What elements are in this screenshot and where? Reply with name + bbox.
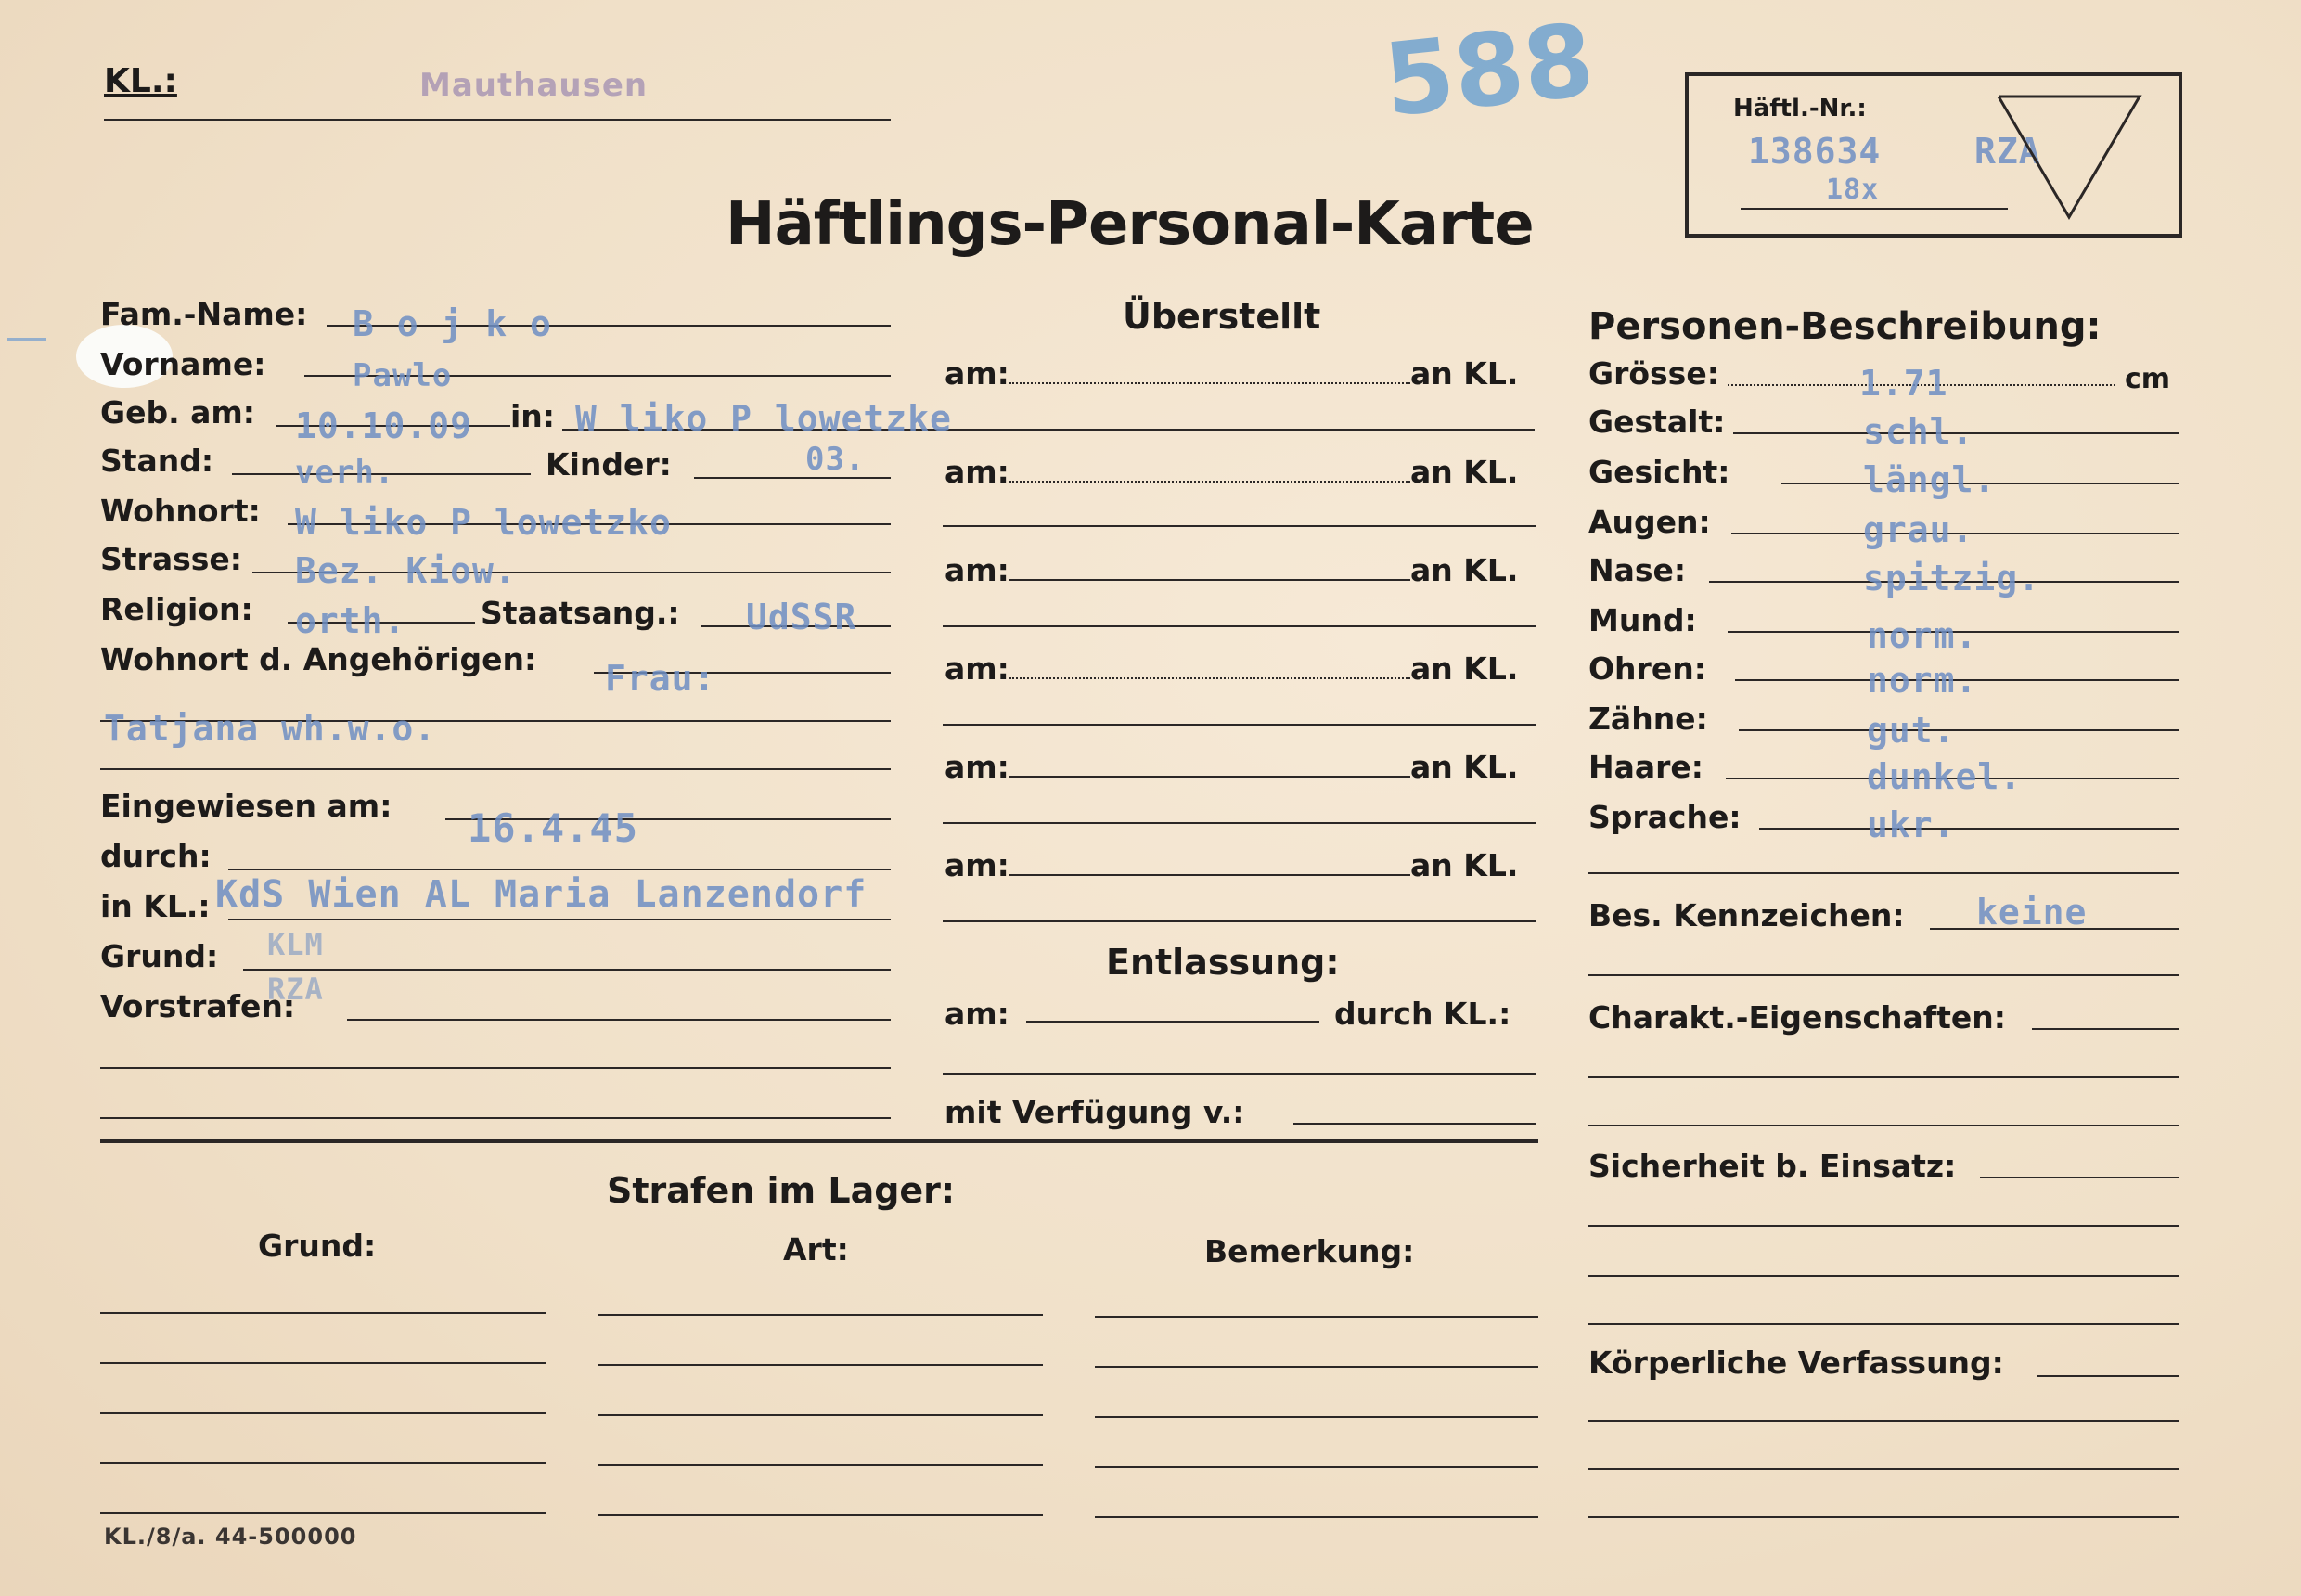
print-code: KL./8/a. 44-500000 (104, 1524, 357, 1550)
eingewiesen-value: 16.4.45 (468, 805, 639, 851)
strafen-grund-line-4 (100, 1462, 546, 1464)
beschreibung-title: Personen-Beschreibung: (1588, 305, 2102, 348)
charakt-line-3 (1588, 1125, 2179, 1126)
ueberstellt-ankl-label-3: an KL. (1410, 552, 1519, 588)
strafen-grund-line-1 (100, 1312, 546, 1314)
angehoerige-value-2: Tatjana wh.w.o. (104, 708, 437, 749)
strafen-art-line-5 (598, 1514, 1043, 1516)
strafen-grund-line-2 (100, 1362, 546, 1364)
zaehne-label: Zähne: (1588, 701, 1708, 737)
koerper-line-4 (1588, 1516, 2179, 1518)
gestalt-value: schl. (1863, 411, 1974, 452)
sicherheit-line-3 (1588, 1275, 2179, 1277)
sicherheit-line-2 (1588, 1225, 2179, 1227)
grund-value: KLM (267, 927, 324, 962)
vorname-value: Pawlo (353, 357, 453, 394)
sprache-value: ukr. (1867, 804, 1956, 845)
sicherheit-line-4 (1588, 1323, 2179, 1325)
strasse-label: Strasse: (100, 541, 242, 577)
wohnort-label: Wohnort: (100, 493, 261, 529)
ueberstellt-sep-6 (943, 920, 1536, 922)
nase-value: spitzig. (1863, 558, 2041, 598)
stand-label: Stand: (100, 443, 214, 479)
religion-label: Religion: (100, 591, 253, 627)
geb-am-value: 10.10.09 (295, 405, 473, 446)
charakt-line (2032, 1028, 2179, 1030)
pencil-number: 588 (1379, 2, 1600, 140)
fam-name-value: B o j k o (353, 303, 552, 344)
charakt-label: Charakt.-Eigenschaften: (1588, 999, 2006, 1036)
groesse-value: 1.71 (1859, 363, 1948, 404)
strafen-grund-line-3 (100, 1412, 546, 1414)
prisoner-category-value: RZA (1974, 131, 2041, 172)
kennzeichen-value: keine (1976, 892, 2088, 933)
koerper-line (2037, 1375, 2179, 1377)
vorstrafen-line-3 (100, 1117, 891, 1119)
kl-stamp: Mauthausen (419, 67, 649, 104)
haare-value: dunkel. (1867, 756, 2023, 797)
sprache-label: Sprache: (1588, 799, 1742, 835)
stand-value: verh. (295, 454, 395, 491)
ueberstellt-ankl-label-6: an KL. (1410, 847, 1519, 883)
groesse-label: Grösse: (1588, 355, 1719, 392)
strafen-bemerkung-line-1 (1095, 1316, 1538, 1318)
inkl-value: KdS Wien AL Maria Lanzendorf (215, 873, 868, 916)
haare-label: Haare: (1588, 749, 1704, 785)
grund-line (243, 969, 891, 971)
inkl-line (228, 919, 891, 920)
prisoner-number-box (1685, 72, 2182, 238)
wohnort-value: W liko P lowetzko (295, 502, 672, 543)
sprache-line (1759, 828, 2179, 830)
strafen-title: Strafen im Lager: (607, 1170, 956, 1211)
groesse-unit: cm (2125, 363, 2171, 395)
geb-am-label: Geb. am: (100, 394, 255, 431)
ueberstellt-sep-1 (943, 525, 1536, 527)
mund-value: norm. (1867, 615, 1978, 656)
ueberstellt-am-label-1: am: (945, 355, 1009, 392)
durch-label: durch: (100, 838, 212, 874)
zaehne-value: gut. (1867, 710, 1956, 751)
strasse-value: Bez. Kiow. (295, 550, 517, 591)
geb-in-label: in: (510, 398, 556, 434)
ueberstellt-ankl-label-5: an KL. (1410, 749, 1519, 785)
triangle-marking-icon (1995, 84, 2143, 223)
religion-value: orth. (295, 600, 406, 641)
ueberstellt-am-line-5 (1009, 776, 1410, 778)
ink-mark (7, 338, 46, 341)
ueberstellt-am-label-5: am: (945, 749, 1009, 785)
grund-label: Grund: (100, 938, 219, 974)
kl-label: KL.: (104, 62, 177, 100)
staatsang-label: Staatsang.: (481, 595, 680, 631)
ueberstellt-ankl-label-2: an KL. (1410, 454, 1519, 490)
strafen-art-label: Art: (783, 1231, 849, 1268)
ueberstellt-am-line-3 (1009, 579, 1410, 581)
verfuegung-label: mit Verfügung v.: (945, 1094, 1245, 1130)
prisoner-number-extra: 18x (1826, 174, 1880, 206)
ueberstellt-sep-4 (943, 724, 1536, 726)
strafen-bemerkung-line-5 (1095, 1516, 1538, 1518)
kinder-value: 03. (805, 441, 866, 478)
section-divider (100, 1139, 1538, 1143)
ueberstellt-am-line-6 (1009, 874, 1410, 876)
ueberstellt-am-label-2: am: (945, 454, 1009, 490)
ueberstellt-am-label-4: am: (945, 650, 1009, 687)
kennzeichen-line-2 (1588, 974, 2179, 976)
koerper-label: Körperliche Verfassung: (1588, 1345, 2004, 1381)
augen-label: Augen: (1588, 504, 1711, 540)
geb-in-value: W liko P lowetzke (575, 398, 952, 439)
strafen-art-line-2 (598, 1364, 1043, 1366)
angehoerige-line-3 (100, 768, 891, 770)
vorname-label: Vorname: (100, 346, 266, 382)
prisoner-number-value: 138634 (1748, 131, 1882, 172)
zaehne-line (1739, 729, 2179, 731)
charakt-line-2 (1588, 1076, 2179, 1078)
strafen-art-line-1 (598, 1314, 1043, 1316)
entlassung-title: Entlassung: (1106, 942, 1340, 983)
vorstrafen-value: RZA (267, 972, 324, 1007)
augen-value: grau. (1863, 509, 1974, 550)
nase-label: Nase: (1588, 552, 1687, 588)
prisoner-number-line (1741, 208, 2008, 210)
strafen-bemerkung-line-2 (1095, 1366, 1538, 1368)
staatsang-value: UdSSR (746, 597, 857, 637)
entlassung-am-label: am: (945, 996, 1009, 1032)
ueberstellt-ankl-label-4: an KL. (1410, 650, 1519, 687)
inkl-label: in KL.: (100, 888, 211, 924)
ueberstellt-am-line-2 (1009, 481, 1410, 483)
strafen-art-line-4 (598, 1464, 1043, 1466)
ueberstellt-ankl-label-1: an KL. (1410, 355, 1519, 392)
kennzeichen-label: Bes. Kennzeichen: (1588, 897, 1905, 933)
kl-line (104, 119, 891, 121)
angehoerige-value-1: Frau: (605, 658, 716, 699)
kinder-label: Kinder: (546, 446, 672, 483)
mund-label: Mund: (1588, 602, 1697, 638)
sicherheit-label: Sicherheit b. Einsatz: (1588, 1148, 1957, 1184)
gesicht-label: Gesicht: (1588, 454, 1730, 490)
ueberstellt-am-label-3: am: (945, 552, 1009, 588)
ueberstellt-sep-5 (943, 822, 1536, 824)
vorstrafen-line (347, 1019, 891, 1021)
strafen-bemerkung-line-4 (1095, 1466, 1538, 1468)
gestalt-label: Gestalt: (1588, 404, 1726, 440)
angehoerige-label: Wohnort d. Angehörigen: (100, 641, 537, 677)
strafen-grund-label: Grund: (258, 1228, 377, 1264)
eingewiesen-label: Eingewiesen am: (100, 788, 392, 824)
durch-line (228, 869, 891, 870)
ueberstellt-am-line-4 (1009, 677, 1410, 679)
strafen-art-line-3 (598, 1414, 1043, 1416)
entlassung-line-2 (943, 1073, 1536, 1075)
sicherheit-line (1980, 1177, 2179, 1178)
verfuegung-line (1293, 1123, 1536, 1125)
card-title: Häftlings-Personal-Karte (726, 190, 1534, 259)
ueberstellt-am-label-6: am: (945, 847, 1009, 883)
strafen-bemerkung-label: Bemerkung: (1204, 1233, 1415, 1269)
gesicht-value: längl. (1863, 459, 1997, 500)
vorstrafen-line-2 (100, 1067, 891, 1069)
ohren-value: norm. (1867, 660, 1978, 701)
koerper-line-2 (1588, 1420, 2179, 1422)
entlassung-am-line (1026, 1021, 1319, 1023)
fam-name-label: Fam.-Name: (100, 296, 308, 332)
ueberstellt-sep-3 (943, 625, 1536, 627)
ueberstellt-title: Überstellt (1123, 296, 1321, 337)
ohren-label: Ohren: (1588, 650, 1706, 687)
koerper-line-3 (1588, 1468, 2179, 1470)
strafen-grund-line-5 (100, 1512, 546, 1514)
vorstrafen-label: Vorstrafen: (100, 988, 296, 1024)
entlassung-durch-label: durch KL.: (1334, 996, 1511, 1032)
prisoner-number-label: Häftl.-Nr.: (1733, 95, 1867, 122)
ueberstellt-am-line-1 (1009, 382, 1410, 384)
beschreibung-blank-line (1588, 872, 2179, 874)
strafen-bemerkung-line-3 (1095, 1416, 1538, 1418)
